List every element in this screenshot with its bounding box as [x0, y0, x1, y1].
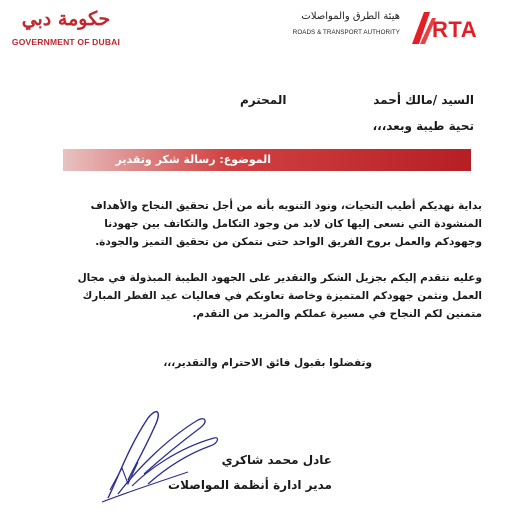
paragraph-2-line-3: متمنين لكم النجاح في مسيرة عملكم والمزيد من التقدم.	[192, 308, 482, 320]
gov-logo-arabic-text: حكومة دبي	[21, 8, 111, 30]
recipient-name: السيد /مالك أحمد	[373, 93, 474, 107]
rta-logo-text: RTA	[432, 17, 478, 42]
paragraph-2-line-2: العمل ونثمن جهودكم المتميزة وخاصة تعاونكم في فعاليات عيد الفطر المبارك	[82, 290, 482, 302]
closing-line: وتفضلوا بقبول فائق الاحترام والتقدير،،،	[163, 357, 372, 369]
subject-text: الموضوع: رسالة شكر وتقدير	[115, 153, 271, 166]
subject-banner	[63, 149, 471, 171]
rta-arabic-name: هيئة الطرق والمواصلات	[301, 11, 400, 22]
greeting: تحية طيبة وبعد،،،	[372, 119, 474, 133]
signer-title: مدير ادارة أنظمة المواصلات	[168, 478, 332, 492]
paragraph-1-line-2: المنشودة التي نسعى إليها كان لابد من وجود التكامل والتكاتف بين جهودنا	[104, 218, 482, 230]
rta-english-name: ROADS & TRANSPORT AUTHORITY	[292, 29, 400, 36]
paragraph-1-line-3: وجهودكم والعمل بروح الفريق الواحد حتى نتمكن من تحقيق التميز والجودة.	[95, 236, 482, 248]
gov-logo-english-text: GOVERNMENT OF DUBAI	[11, 37, 121, 47]
paragraph-1-line-1: بداية نهديكم أطيب التحيات، ونود التنويه بأنه من أجل تحقيق النجاح والأهداف	[90, 200, 482, 212]
government-of-dubai-logo	[10, 6, 122, 52]
paragraph-2-line-1: وعليه نتقدم إليكم بجزيل الشكر والتقدير على الجهود الطيبة المبذولة في مجال	[77, 272, 482, 284]
signer-name: عادل محمد شاكري	[221, 453, 332, 467]
rta-logo	[410, 6, 514, 46]
rta-header	[262, 6, 514, 50]
recipient-honorific: المحترم	[240, 93, 287, 107]
